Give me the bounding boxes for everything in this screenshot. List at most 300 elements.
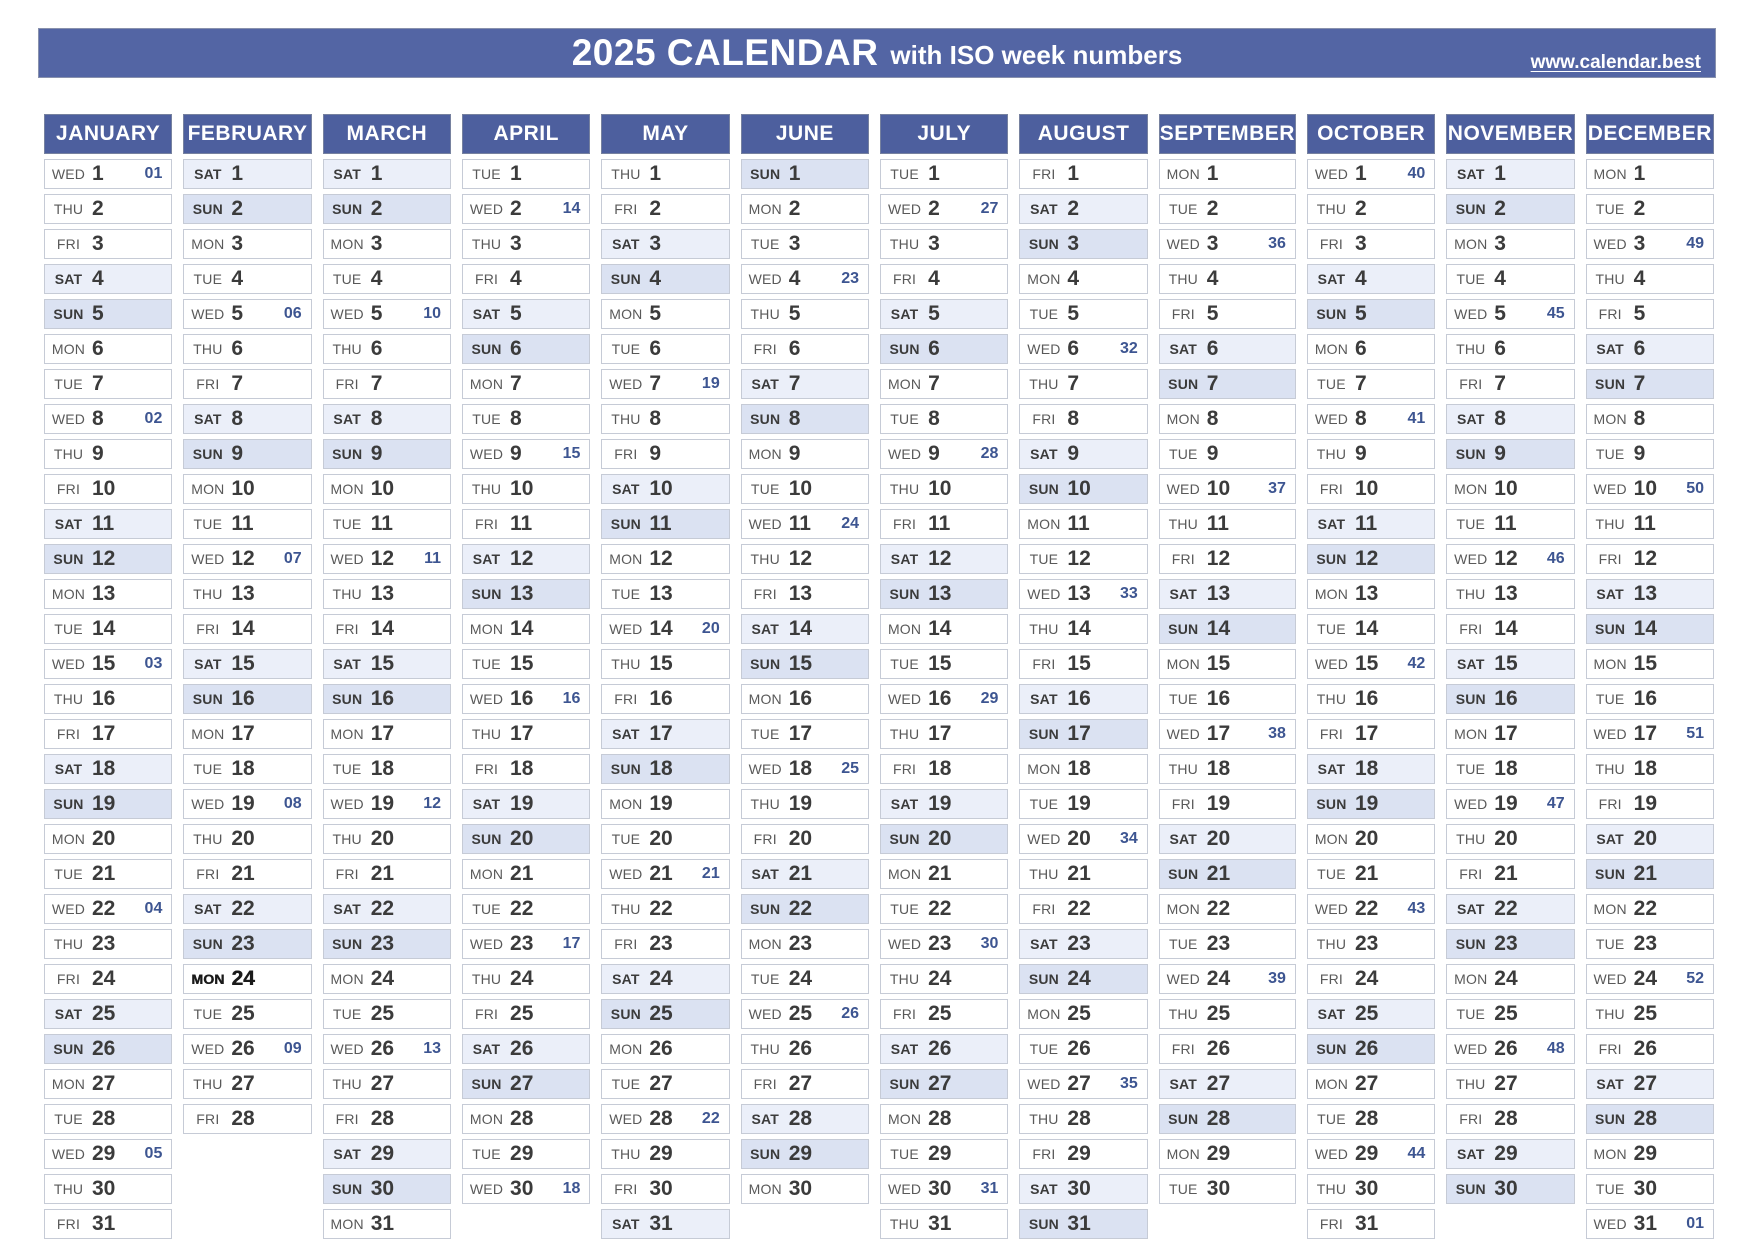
day-of-week-label: MON <box>330 971 364 987</box>
day-number: 20 <box>928 827 952 850</box>
day-row <box>323 229 451 259</box>
day-of-week-label: MON <box>51 1076 86 1092</box>
day-of-week-label: TUE <box>611 341 641 357</box>
day-number: 28 <box>1354 1107 1379 1130</box>
day-row <box>323 719 451 749</box>
day-number: 24 <box>1067 967 1091 990</box>
day-row <box>1019 929 1147 959</box>
day-number: 23 <box>928 932 952 955</box>
day-row <box>44 579 172 609</box>
day-of-week-label: SAT <box>1457 166 1485 182</box>
day-of-week-label: SAT <box>751 376 779 392</box>
day-number: 18 <box>928 757 952 780</box>
day-row <box>601 509 729 539</box>
day-row <box>183 334 311 364</box>
day-of-week-label: TUE <box>611 1076 641 1092</box>
day-number: 30 <box>370 1177 395 1200</box>
day-number: 5 <box>510 302 522 325</box>
day-number: 21 <box>231 862 255 885</box>
day-number: 9 <box>928 442 940 465</box>
day-row <box>1307 824 1435 854</box>
day-number: 7 <box>1633 372 1646 395</box>
day-of-week-label: MON <box>887 376 922 392</box>
day-of-week-label: TUE <box>890 656 919 672</box>
day-of-week-label: THU <box>750 1041 780 1057</box>
day-row <box>44 334 172 364</box>
iso-week-number: 16 <box>562 690 581 707</box>
day-row <box>880 1069 1008 1099</box>
day-of-week-label: SAT <box>1596 831 1624 847</box>
day-of-week-label: THU <box>750 306 780 322</box>
day-of-week-label: WED <box>609 621 643 637</box>
day-number: 3 <box>1633 232 1646 255</box>
day-number: 8 <box>1494 407 1506 430</box>
day-number: 28 <box>1494 1107 1518 1130</box>
day-row <box>44 1209 172 1239</box>
day-of-week-label: SUN <box>610 1006 641 1022</box>
iso-week-number: 42 <box>1407 655 1426 672</box>
iso-week-number: 33 <box>1119 585 1138 602</box>
calendar-grid <box>44 114 1714 1240</box>
day-number: 8 <box>92 407 104 430</box>
day-row <box>1586 859 1714 889</box>
month-header: JUNE <box>741 114 869 154</box>
day-of-week-label: TUE <box>1456 1006 1486 1022</box>
day-of-week-label: TUE <box>1595 446 1625 462</box>
day-of-week-label: FRI <box>1598 551 1622 567</box>
day-number: 6 <box>1354 337 1367 360</box>
day-number: 16 <box>1494 687 1518 710</box>
day-row <box>1159 1104 1296 1134</box>
day-number: 5 <box>1354 302 1367 325</box>
day-row <box>1586 719 1714 749</box>
day-of-week-label: FRI <box>56 726 81 742</box>
day-number: 24 <box>92 967 116 990</box>
day-number: 26 <box>231 1037 255 1060</box>
day-number: 15 <box>370 652 395 675</box>
day-of-week-label: THU <box>1316 936 1347 952</box>
day-number: 17 <box>649 722 673 745</box>
day-of-week-label: THU <box>611 1146 641 1162</box>
day-of-week-label: TUE <box>611 831 641 847</box>
day-number: 1 <box>649 162 662 185</box>
day-number: 10 <box>231 477 255 500</box>
day-row <box>1446 509 1574 539</box>
day-number: 21 <box>649 862 673 885</box>
day-of-week-label: MON <box>1593 656 1627 672</box>
iso-week-number: 41 <box>1407 410 1426 427</box>
iso-week-number: 47 <box>1546 795 1565 812</box>
day-of-week-label: THU <box>332 831 362 847</box>
day-row <box>1586 1139 1714 1169</box>
day-number: 26 <box>370 1037 395 1060</box>
day-row <box>601 369 729 399</box>
day-row <box>462 684 590 714</box>
day-of-week-label: SAT <box>890 1041 919 1057</box>
day-row <box>323 509 451 539</box>
day-row <box>44 194 172 224</box>
day-row <box>44 894 172 924</box>
day-number: 27 <box>370 1072 395 1095</box>
day-of-week-label: FRI <box>474 761 499 777</box>
day-row <box>1586 544 1714 574</box>
day-number: 8 <box>510 407 522 430</box>
day-of-week-label: SUN <box>53 306 84 322</box>
day-number: 9 <box>231 442 244 465</box>
day-of-week-label: SAT <box>1457 656 1485 672</box>
day-row <box>1446 859 1574 889</box>
day-row <box>1159 824 1296 854</box>
day-row <box>323 789 451 819</box>
day-row <box>741 579 869 609</box>
day-number: 30 <box>788 1177 813 1200</box>
day-number: 12 <box>928 547 952 570</box>
day-of-week-label: FRI <box>335 376 359 392</box>
day-row <box>1307 1069 1435 1099</box>
day-of-week-label: TUE <box>1029 551 1059 567</box>
day-number: 9 <box>1633 442 1646 465</box>
day-row <box>880 789 1008 819</box>
day-number: 6 <box>649 337 662 360</box>
day-of-week-label: SAT <box>1317 1006 1346 1022</box>
day-of-week-label: THU <box>1595 516 1625 532</box>
day-of-week-label: WED <box>330 796 364 812</box>
day-row <box>1446 299 1574 329</box>
day-of-week-label: SUN <box>1028 236 1059 252</box>
day-row <box>741 1034 869 1064</box>
day-of-week-label: TUE <box>193 761 223 777</box>
day-of-week-label: FRI <box>1171 551 1195 567</box>
iso-week-number: 05 <box>144 1145 163 1162</box>
day-number: 11 <box>928 512 951 535</box>
day-row <box>1019 334 1147 364</box>
website-link[interactable]: www.calendar.best <box>1530 52 1701 73</box>
iso-week-number: 14 <box>562 200 581 217</box>
day-row <box>741 929 869 959</box>
day-row <box>741 159 869 189</box>
day-number: 2 <box>510 197 522 220</box>
day-row <box>1446 999 1574 1029</box>
day-number: 5 <box>788 302 801 325</box>
day-row <box>1586 334 1714 364</box>
day-number: 16 <box>649 687 673 710</box>
day-number: 17 <box>1494 722 1518 745</box>
day-of-week-label: SAT <box>1169 586 1198 602</box>
day-number: 31 <box>1633 1212 1657 1235</box>
day-of-week-label: THU <box>1316 1181 1347 1197</box>
day-of-week-label: SAT <box>333 411 361 427</box>
day-number: 24 <box>510 967 534 990</box>
day-of-week-label: SUN <box>1316 306 1347 322</box>
day-row <box>601 649 729 679</box>
day-of-week-label: MON <box>330 481 364 497</box>
day-number: 3 <box>788 232 801 255</box>
day-of-week-label: THU <box>1168 1006 1198 1022</box>
day-of-week-label: SAT <box>1596 586 1624 602</box>
day-row <box>741 1069 869 1099</box>
day-of-week-label: MON <box>330 1216 364 1232</box>
day-of-week-label: MON <box>191 481 225 497</box>
day-of-week-label: FRI <box>1032 166 1056 182</box>
day-row <box>183 684 311 714</box>
day-number: 1 <box>370 162 383 185</box>
day-number: 20 <box>510 827 534 850</box>
day-of-week-label: THU <box>193 341 223 357</box>
day-number: 22 <box>1206 897 1231 920</box>
day-of-week-label: WED <box>191 551 225 567</box>
day-number: 23 <box>1067 932 1091 955</box>
day-of-week-label: THU <box>1168 516 1198 532</box>
day-number: 9 <box>1354 442 1367 465</box>
day-row <box>1586 1174 1714 1204</box>
day-row <box>44 299 172 329</box>
day-of-week-label: MON <box>1166 411 1200 427</box>
iso-week-number: 20 <box>701 620 720 637</box>
month-february <box>183 114 311 1240</box>
day-row <box>1307 404 1435 434</box>
month-header: MAY <box>601 114 729 154</box>
day-of-week-label: MON <box>1593 166 1627 182</box>
day-of-week-label: SAT <box>194 656 222 672</box>
iso-week-number: 26 <box>841 1005 860 1022</box>
day-of-week-label: TUE <box>1317 621 1346 637</box>
day-of-week-label: SUN <box>1028 726 1059 742</box>
day-row <box>880 1174 1008 1204</box>
day-row <box>880 684 1008 714</box>
day-number: 4 <box>1633 267 1646 290</box>
day-of-week-label: THU <box>1029 376 1059 392</box>
day-of-week-label: THU <box>611 901 641 917</box>
day-number: 27 <box>510 1072 534 1095</box>
day-of-week-label: SUN <box>332 446 363 462</box>
day-row <box>741 684 869 714</box>
day-row <box>323 404 451 434</box>
day-of-week-label: SUN <box>1455 201 1486 217</box>
day-of-week-label: MON <box>609 551 643 567</box>
day-of-week-label: THU <box>889 236 920 252</box>
day-number: 19 <box>92 792 116 815</box>
day-number: 19 <box>370 792 395 815</box>
day-number: 22 <box>788 897 813 920</box>
iso-week-number: 31 <box>980 1180 999 1197</box>
day-of-week-label: SAT <box>333 166 361 182</box>
day-number: 15 <box>649 652 673 675</box>
day-row <box>323 964 451 994</box>
day-of-week-label: THU <box>889 726 920 742</box>
day-row <box>880 474 1008 504</box>
day-number: 4 <box>92 267 104 290</box>
day-of-week-label: SAT <box>890 796 919 812</box>
day-row <box>462 159 590 189</box>
iso-week-number: 39 <box>1268 970 1286 987</box>
month-may <box>601 114 729 1240</box>
day-number: 13 <box>1494 582 1518 605</box>
day-of-week-label: SUN <box>53 1041 84 1057</box>
day-row <box>1019 1139 1147 1169</box>
day-row <box>880 999 1008 1029</box>
day-of-week-label: SUN <box>610 761 641 777</box>
iso-week-number: 06 <box>283 305 302 322</box>
day-number: 28 <box>788 1107 813 1130</box>
day-of-week-label: SUN <box>471 1076 502 1092</box>
day-row <box>323 334 451 364</box>
day-row <box>323 1069 451 1099</box>
day-of-week-label: TUE <box>1317 866 1346 882</box>
day-of-week-label: SUN <box>889 831 920 847</box>
day-row <box>44 1034 172 1064</box>
day-of-week-label: FRI <box>196 1111 220 1127</box>
day-of-week-label: FRI <box>196 866 220 882</box>
day-of-week-label: THU <box>53 1181 84 1197</box>
day-of-week-label: MON <box>1027 271 1061 287</box>
iso-week-number: 10 <box>423 305 442 322</box>
day-number: 20 <box>1206 827 1231 850</box>
day-number: 25 <box>788 1002 813 1025</box>
day-of-week-label: MON <box>330 726 364 742</box>
day-row <box>323 754 451 784</box>
day-row <box>462 404 590 434</box>
day-row <box>462 334 590 364</box>
day-row <box>1019 194 1147 224</box>
day-of-week-label: SUN <box>1028 481 1059 497</box>
day-number: 24 <box>1206 967 1231 990</box>
day-number: 17 <box>92 722 116 745</box>
day-number: 29 <box>788 1142 813 1165</box>
day-number: 27 <box>1067 1072 1091 1095</box>
day-row <box>1446 439 1574 469</box>
day-number: 26 <box>1206 1037 1231 1060</box>
day-row <box>880 509 1008 539</box>
iso-week-number: 22 <box>701 1110 720 1127</box>
day-number: 29 <box>510 1142 534 1165</box>
day-row <box>880 369 1008 399</box>
day-row <box>601 964 729 994</box>
day-row <box>1019 789 1147 819</box>
day-row <box>1446 929 1574 959</box>
day-row <box>1159 509 1296 539</box>
day-number: 7 <box>92 372 104 395</box>
day-row <box>741 894 869 924</box>
day-number: 29 <box>370 1142 395 1165</box>
day-row <box>44 1104 172 1134</box>
day-number: 23 <box>1633 932 1657 955</box>
day-number: 5 <box>1067 302 1080 325</box>
day-number: 22 <box>370 897 395 920</box>
day-of-week-label: THU <box>1595 761 1625 777</box>
day-number: 26 <box>649 1037 673 1060</box>
day-of-week-label: TUE <box>193 1006 223 1022</box>
day-of-week-label: WED <box>887 691 922 707</box>
day-of-week-label: MON <box>1166 1146 1200 1162</box>
day-row <box>1307 999 1435 1029</box>
day-number: 12 <box>510 547 534 570</box>
day-of-week-label: WED <box>1454 551 1488 567</box>
day-number: 10 <box>1354 477 1379 500</box>
day-row <box>323 1104 451 1134</box>
day-of-week-label: SUN <box>1595 866 1626 882</box>
day-of-week-label: THU <box>1029 866 1059 882</box>
day-number: 16 <box>1354 687 1379 710</box>
day-of-week-label: TUE <box>54 621 83 637</box>
day-of-week-label: SUN <box>1028 1216 1059 1232</box>
day-of-week-label: SAT <box>472 796 501 812</box>
day-number: 31 <box>928 1212 952 1235</box>
day-number: 24 <box>649 967 673 990</box>
day-row <box>1586 1104 1714 1134</box>
day-of-week-label: MON <box>1166 166 1200 182</box>
day-of-week-label: SAT <box>54 516 83 532</box>
day-number: 23 <box>510 932 534 955</box>
day-row <box>741 334 869 364</box>
day-number: 28 <box>92 1107 116 1130</box>
day-row <box>741 824 869 854</box>
iso-week-number: 15 <box>562 445 581 462</box>
day-of-week-label: THU <box>889 971 920 987</box>
day-number: 20 <box>231 827 255 850</box>
day-of-week-label: TUE <box>1168 201 1198 217</box>
day-row <box>1307 474 1435 504</box>
day-of-week-label: TUE <box>1595 1181 1625 1197</box>
day-row <box>1307 929 1435 959</box>
day-number: 17 <box>231 722 255 745</box>
day-of-week-label: TUE <box>890 411 919 427</box>
day-of-week-label: TUE <box>890 166 919 182</box>
day-row <box>880 754 1008 784</box>
day-row <box>44 509 172 539</box>
day-number: 13 <box>1067 582 1091 605</box>
day-row <box>1446 649 1574 679</box>
iso-week-number: 17 <box>562 935 581 952</box>
day-of-week-label: SAT <box>194 901 222 917</box>
day-number: 27 <box>92 1072 116 1095</box>
day-of-week-label: TUE <box>1168 446 1198 462</box>
iso-week-number: 32 <box>1119 340 1138 357</box>
iso-week-number: 24 <box>841 515 860 532</box>
day-number: 11 <box>1067 512 1090 535</box>
day-number: 6 <box>928 337 940 360</box>
day-number: 26 <box>788 1037 813 1060</box>
day-row <box>44 859 172 889</box>
day-number: 15 <box>1354 652 1379 675</box>
day-number: 16 <box>1206 687 1231 710</box>
day-of-week-label: WED <box>1166 971 1200 987</box>
day-of-week-label: FRI <box>753 831 777 847</box>
day-number: 27 <box>1633 1072 1657 1095</box>
day-of-week-label: TUE <box>611 586 641 602</box>
day-row <box>323 299 451 329</box>
day-of-week-label: WED <box>469 1181 504 1197</box>
day-number: 17 <box>928 722 952 745</box>
day-row <box>880 964 1008 994</box>
day-number: 9 <box>92 442 104 465</box>
day-of-week-label: MON <box>887 621 922 637</box>
iso-week-number: 28 <box>980 445 999 462</box>
day-of-week-label: MON <box>51 341 86 357</box>
day-number: 21 <box>92 862 116 885</box>
day-of-week-label: SUN <box>750 411 781 427</box>
day-number: 22 <box>1354 897 1379 920</box>
day-number: 30 <box>1067 1177 1091 1200</box>
day-row <box>462 929 590 959</box>
day-number: 27 <box>649 1072 673 1095</box>
day-of-week-label: FRI <box>1319 481 1344 497</box>
day-row <box>601 544 729 574</box>
day-of-week-label: SUN <box>471 341 502 357</box>
day-row <box>1019 824 1147 854</box>
day-of-week-label: SAT <box>1596 1076 1624 1092</box>
day-row <box>323 649 451 679</box>
day-of-week-label: WED <box>609 866 643 882</box>
